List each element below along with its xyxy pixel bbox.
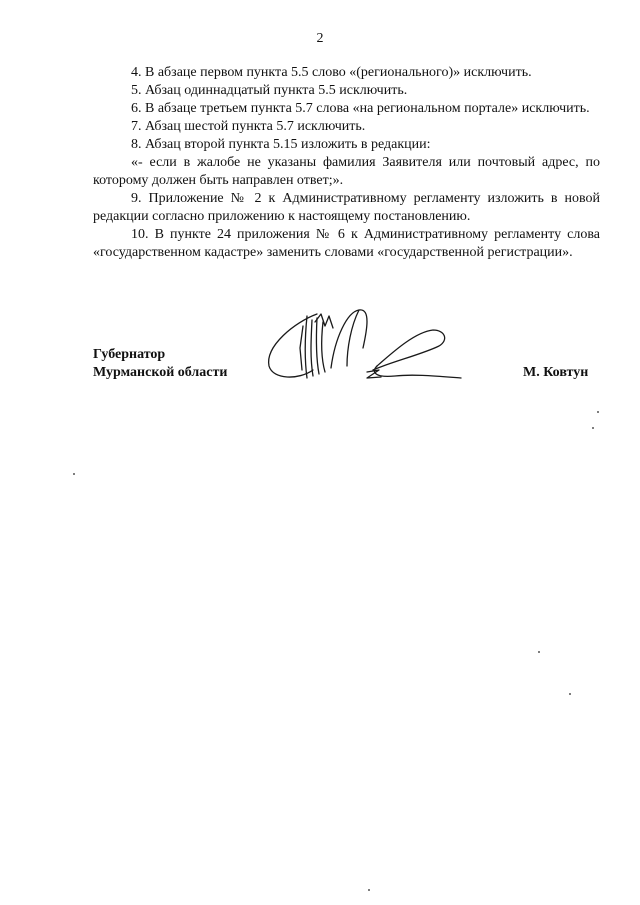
- paragraph-8-quote: «- если в жалобе не указаны фамилия Заявителя или почтовый адрес, по которому должен быть направлен ответ;».: [93, 155, 600, 188]
- scan-speck: [569, 693, 571, 695]
- signatory-name: М. Ковтун: [523, 365, 589, 380]
- position-region: Мурманской области: [93, 365, 228, 380]
- paragraph-7: 7. Абзац шестой пункта 5.7 исключить.: [131, 119, 366, 134]
- scan-speck: [73, 473, 75, 475]
- page-number: 2: [316, 31, 324, 46]
- scan-speck: [368, 889, 370, 891]
- scan-speck: [597, 411, 599, 413]
- scan-speck: [538, 651, 540, 653]
- handwritten-signature: [255, 308, 470, 388]
- paragraph-10: 10. В пункте 24 приложения № 6 к Административному регламенту слова «государственном кадастре» заменить словами «государственной регистрации».: [93, 227, 600, 260]
- document-body: [93, 64, 600, 262]
- scan-speck: [592, 427, 594, 429]
- paragraph-4: 4. В абзаце первом пункта 5.5 слово «(регионального)» исключить.: [131, 65, 532, 80]
- position-title: Губернатор: [93, 347, 166, 362]
- paragraph-5: 5. Абзац одиннадцатый пункта 5.5 исключить.: [131, 83, 408, 98]
- signatory-position: [93, 346, 227, 382]
- paragraph-6: 6. В абзаце третьем пункта 5.7 слова «на региональном портале» исключить.: [131, 101, 590, 116]
- paragraph-8: 8. Абзац второй пункта 5.15 изложить в редакции:: [131, 137, 431, 152]
- paragraph-9: 9. Приложение № 2 к Административному регламенту изложить в новой редакции согласно приложению к настоящему постановлению.: [93, 191, 600, 224]
